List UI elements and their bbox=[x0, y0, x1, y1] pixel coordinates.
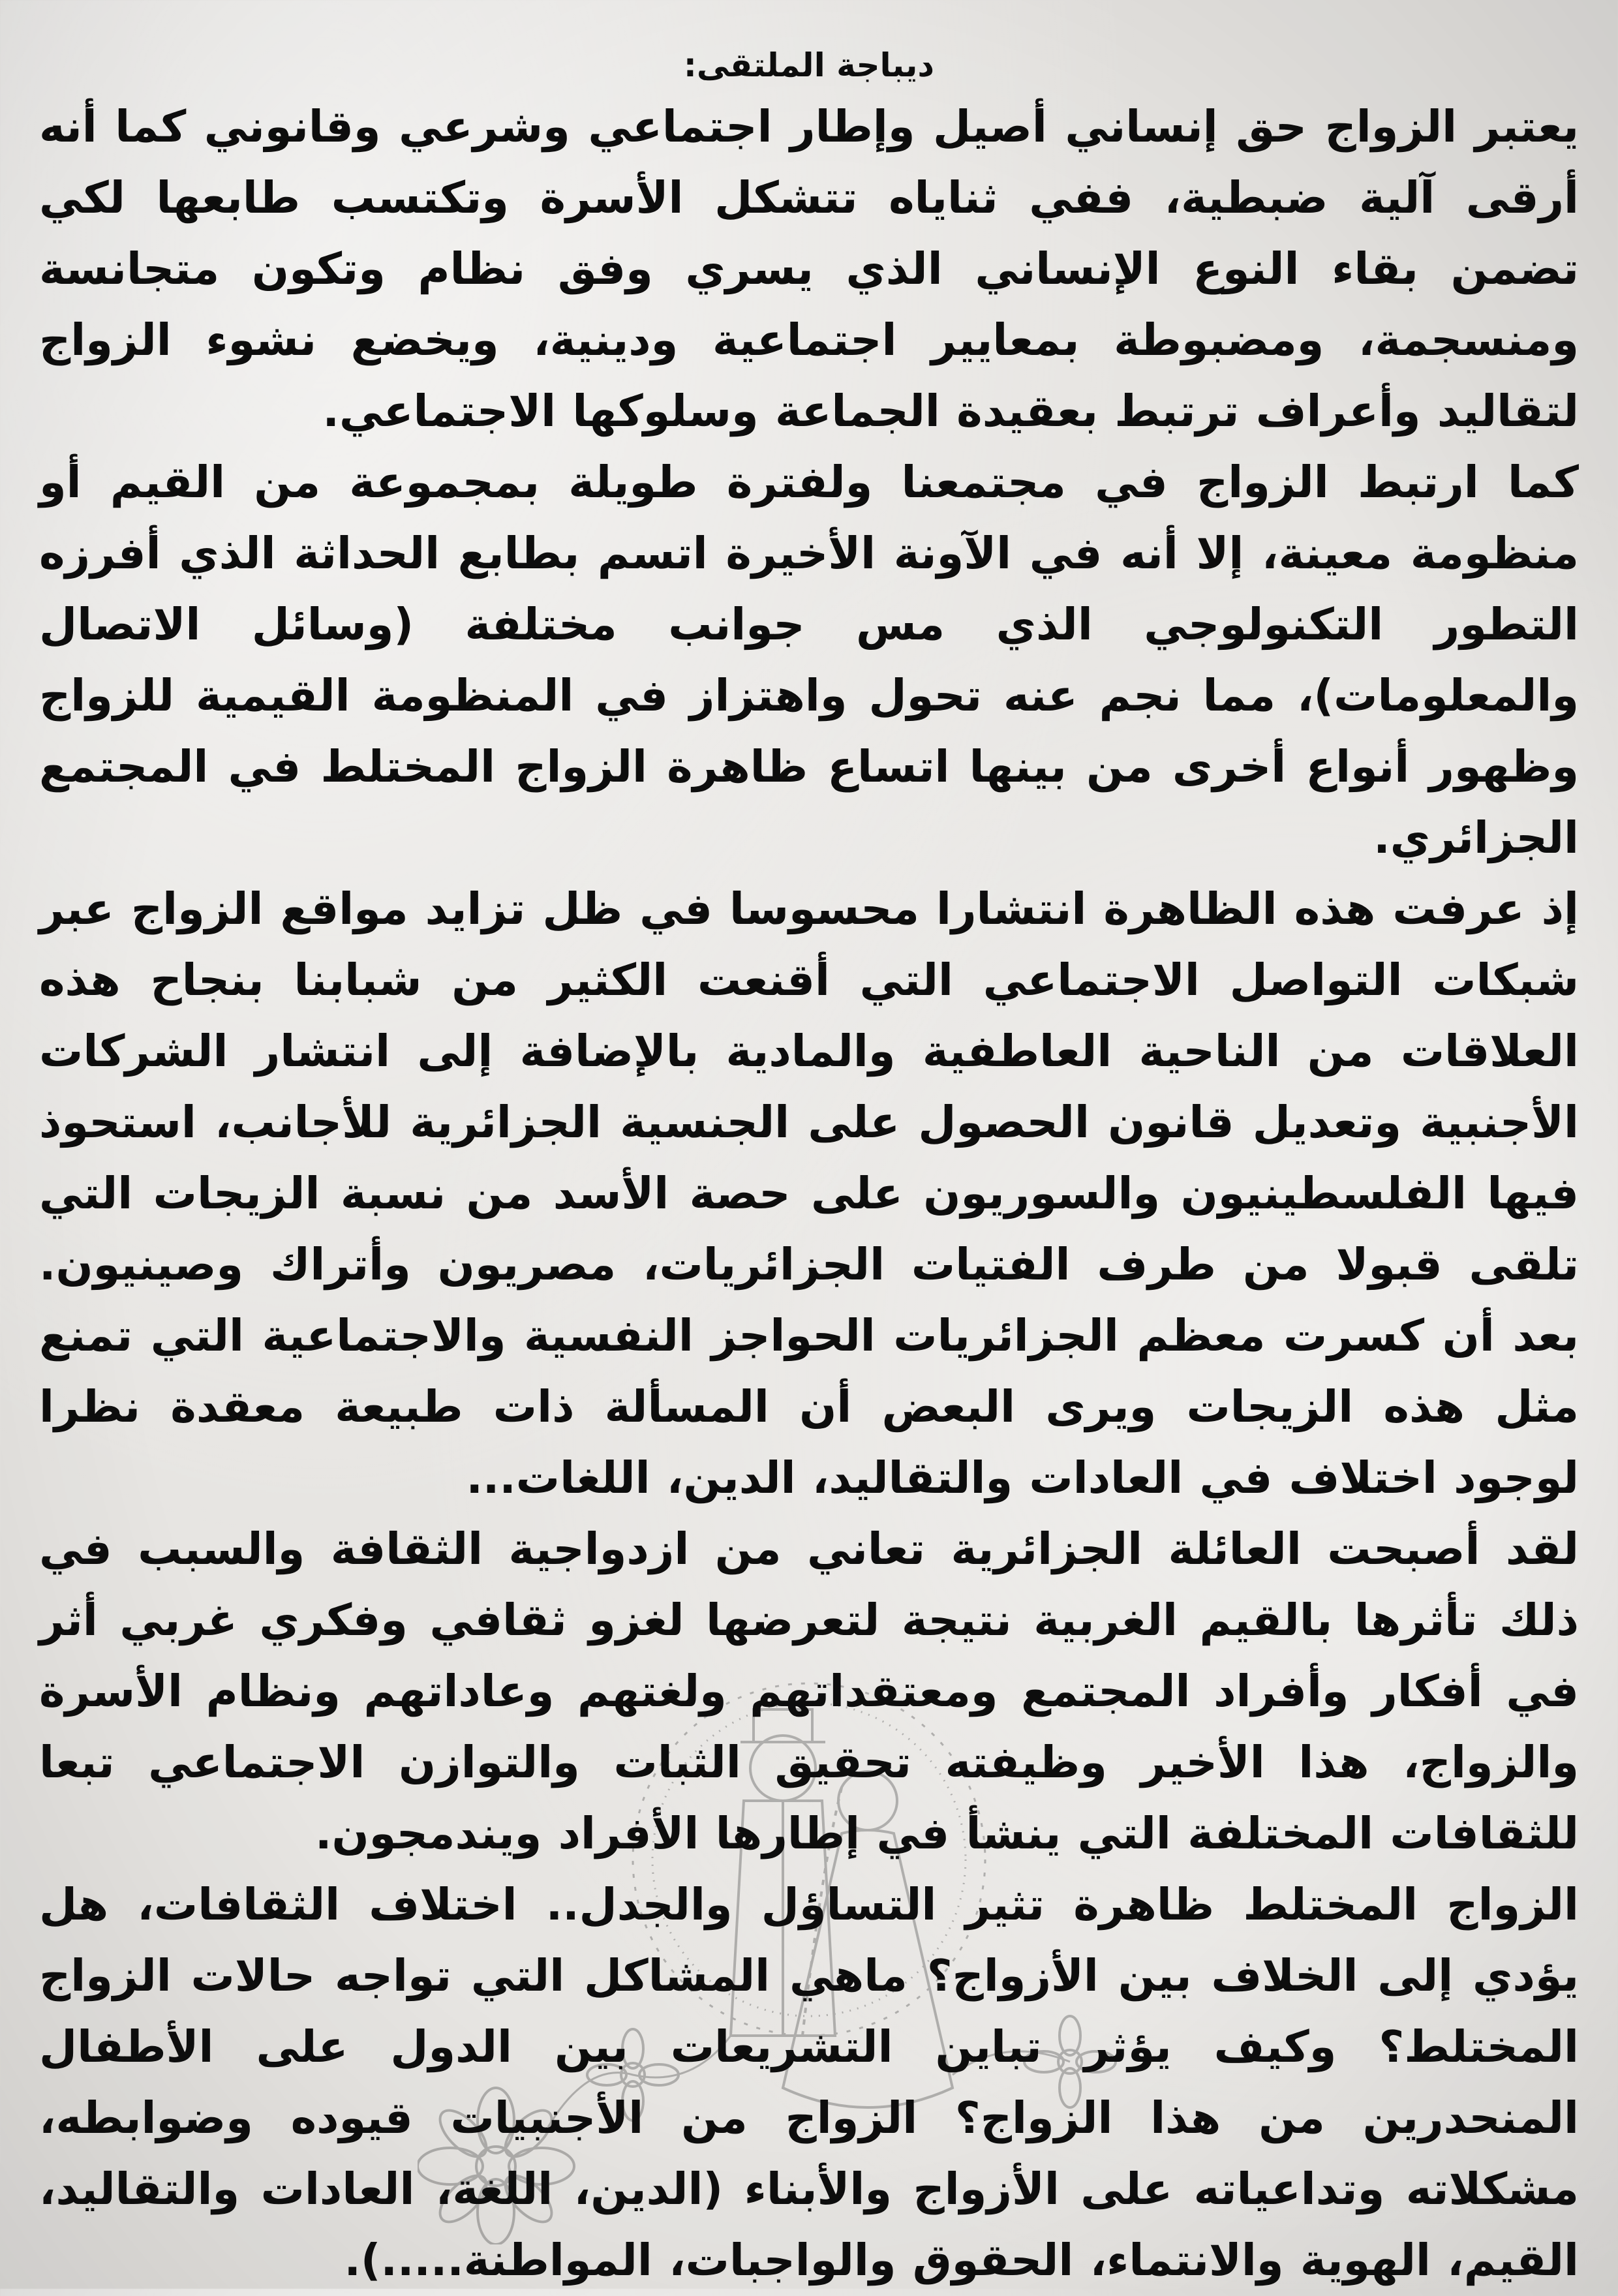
document-title: ديباجة الملتقى: bbox=[683, 46, 935, 84]
paragraph-3: إذ عرفت هذه الظاهرة انتشارا محسوسا في ظل تزايد مواقع الزواج عبر شبكات التواصل الاجتماعي التي أقنعت الكثير من شبابنا بنجاح هذه العلاقات من الناحية العاطفية والمادية بالإضافة إلى انتشار الشركات الأجنبية وتعديل قانون الحصول على الجنسية الجزائرية للأجانب، استحوذ فيها الفلسطينيون والسوريون على حصة الأسد من نسبة الزيجات التي تلقى قبولا من طرف الفتيات الجزائريات، مصريون وأتراك وصينيون. بعد أن كسرت معظم الجزائريات الحواجز النفسية والاجتماعية التي تمنع مثل هذه الزيجات ويرى البعض أن المسألة ذات طبيعة معقدة نظرا لوجود اختلاف في العادات والتقاليد، الدين، اللغات... bbox=[39, 883, 1579, 1503]
paragraph-2: كما ارتبط الزواج في مجتمعنا ولفترة طويلة بمجموعة من القيم أو منظومة معينة، إلا أنه في الآونة الأخيرة اتسم بطابع الحداثة الذي أفرزه التطور التكنولوجي الذي مس جوانب مختلفة (وسائل الاتصال والمعلومات)، مما نجم عنه تحول واهتزاز في المنظومة القيمية للزواج وظهور أنواع أخرى من بينها اتساع ظاهرة الزواج المختلط في المجتمع الجزائري. bbox=[39, 457, 1579, 863]
paragraph-4: لقد أصبحت العائلة الجزائرية تعاني من ازدواجية الثقافة والسبب في ذلك تأثرها بالقيم الغربية نتيجة لتعرضها لغزو ثقافي وفكري غربي أثر في أفكار وأفراد المجتمع ومعتقداتهم ولغتهم وعاداتهم ونظام الأسرة والزواج، هذا الأخير وظيفته تحقيق الثبات والتوازن الاجتماعي تبعا للثقافات المختلفة التي ينشأ في إطارها الأفراد ويندمجون. bbox=[39, 1523, 1579, 1859]
document-page bbox=[39, 39, 1579, 2286]
paragraph-1: يعتبر الزواج حق إنساني أصيل وإطار اجتماعي وشرعي وقانوني كما أنه أرقى آلية ضبطية، ففي ثناياه تتشكل الأسرة وتكتسب طابعها لكي تضمن بقاء النوع الإنساني الذي يسري وفق نظام وتكون متجانسة ومنسجمة، ومضبوطة بمعايير اجتماعية ودينية، ويخضع نشوء الزواج لتقاليد وأعراف ترتبط بعقيدة الجماعة وسلوكها الاجتماعي. bbox=[39, 101, 1579, 436]
paragraph-5: الزواج المختلط ظاهرة تثير التساؤل والجدل.. اختلاف الثقافات، هل يؤدي إلى الخلاف بين الأزواج؟ ماهي المشاكل التي تواجه حالات الزواج المختلط؟ وكيف يؤثر تباين التشريعات بين الدول على الأطفال المنحدرين من هذا الزواج؟ الزواج من الأجنبيات قيوده وضوابطه، مشكلاته وتداعياته على الأزواج والأبناء (الدين، اللغة، العادات والتقاليد، القيم، الهوية والانتماء، الحقوق والواجبات، المواطنة.....). bbox=[39, 1879, 1579, 2286]
